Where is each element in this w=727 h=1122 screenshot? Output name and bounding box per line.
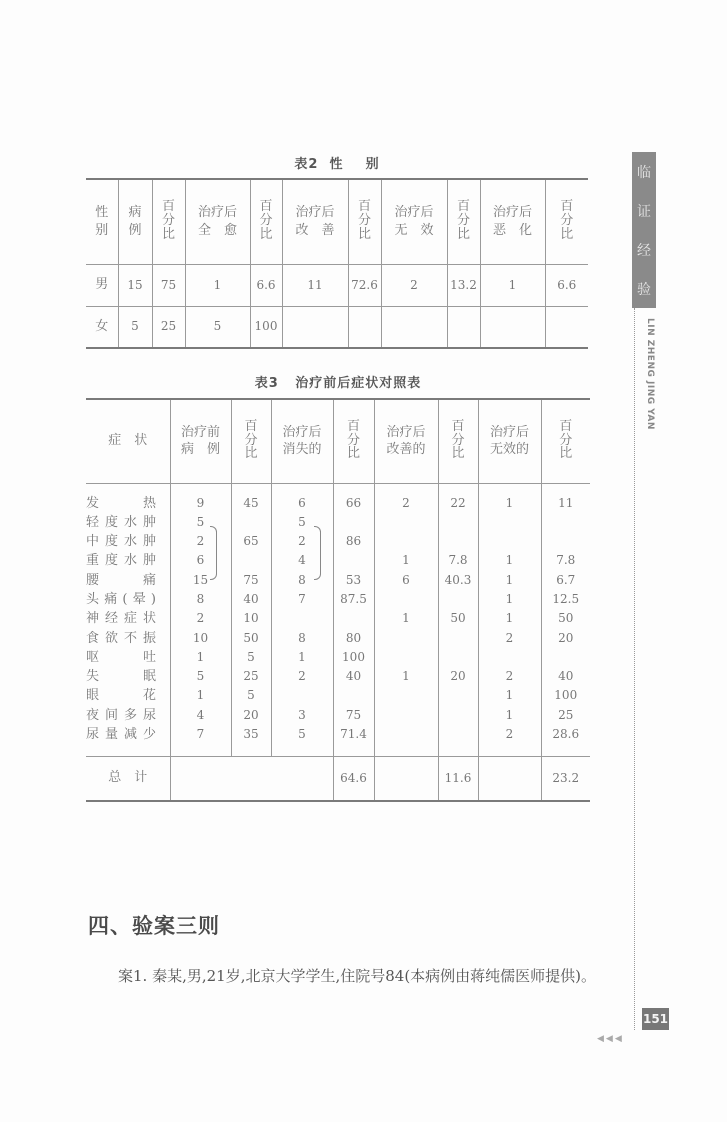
table3-cell <box>334 609 374 628</box>
table3-cell: 2 <box>298 534 306 549</box>
table3-cell <box>375 648 438 667</box>
table3-cell: 食欲不振 <box>86 630 156 646</box>
table3-cell: 65 <box>243 534 259 549</box>
table3-cell: 75 <box>243 572 259 587</box>
chapter-pinyin: LIN ZHENG JING YAN <box>645 318 655 430</box>
table2-cell: 1 <box>480 264 545 306</box>
table3-cell: 重度水肿 <box>86 553 156 569</box>
table3-cell: 10 <box>192 630 209 645</box>
table3-cell: 53 <box>345 572 362 587</box>
table3-cell: 5 <box>247 688 255 703</box>
header-vertical-text: 百分比 <box>244 418 258 462</box>
table3-cell <box>232 551 271 570</box>
table2-header-cell-2 <box>152 179 185 264</box>
table3-cell: 1 <box>402 611 410 626</box>
table3-cell: 6 <box>196 553 205 568</box>
table2-cell: 5 <box>185 306 250 348</box>
table3-cell: 22 <box>450 495 466 510</box>
table3-cell: 5 <box>196 669 205 684</box>
table3-cell: 神经症状 <box>86 611 156 627</box>
table3-cell <box>375 590 438 609</box>
table3-cell: 失眠 <box>86 669 156 685</box>
table3-cell: 40 <box>558 669 574 684</box>
chapter-tab-char: 临 <box>637 164 651 181</box>
header-vertical-text: 百分比 <box>560 199 574 242</box>
header-line: 例 <box>128 222 142 238</box>
table3-cell: 1 <box>505 572 514 587</box>
table3-cell <box>375 513 438 532</box>
table3-cell: 6 <box>402 572 410 587</box>
header-line: 性 <box>95 205 109 221</box>
header-line: 无 效 <box>394 222 434 238</box>
table3-cell: 1 <box>505 707 514 722</box>
table3-cell <box>439 590 478 609</box>
table3-cell: 4 <box>298 553 306 568</box>
table2-cell: 100 <box>250 306 282 348</box>
table3-cell: 45 <box>243 495 259 510</box>
table3-total-cell: 总 计 <box>86 757 170 801</box>
table3-cell: 71.4 <box>340 727 367 742</box>
table3-cell <box>334 686 374 705</box>
column-values <box>232 494 271 745</box>
table2-header-cell-6 <box>348 179 381 264</box>
table3-cell: 7.8 <box>556 553 576 568</box>
table2-caption: 表2 性 别 <box>294 157 380 172</box>
table2-cell: 女 <box>86 306 118 348</box>
header-vertical-text: 百分比 <box>559 418 573 462</box>
table3-cell: 75 <box>345 707 362 722</box>
table3-cell: 6 <box>298 495 306 510</box>
edema-brace-after <box>314 526 321 580</box>
header-vertical-text: 百分比 <box>162 199 176 242</box>
header-line: 别 <box>95 222 109 238</box>
table2-cell: 15 <box>118 264 152 306</box>
margin-dotted-line <box>634 308 635 1030</box>
table3-total-cell: 64.6 <box>333 757 374 801</box>
table3-column-disappeared-pct <box>333 483 374 757</box>
table3-cell: 1 <box>402 553 410 568</box>
table3-header-cell-4 <box>333 399 374 483</box>
table3-total-cell <box>170 757 333 801</box>
table3-cell: 40 <box>345 669 362 684</box>
table3-cell: 4 <box>196 707 205 722</box>
header-line: 病 例 <box>180 442 220 458</box>
table3-cell: 2 <box>505 727 514 742</box>
table2-cell: 6.6 <box>250 264 282 306</box>
table3-cell <box>334 513 374 532</box>
table2-cell: 75 <box>152 264 185 306</box>
table3-cell <box>439 532 478 551</box>
table3-cell: 5 <box>298 727 306 742</box>
table3-cell: 25 <box>243 669 259 684</box>
table3-cell: 80 <box>345 630 362 645</box>
header-vertical-text: 百分比 <box>457 199 471 242</box>
table3-column-symptom <box>86 483 170 757</box>
table3-cell: 7 <box>298 591 306 606</box>
table3-cell: 1 <box>196 649 205 664</box>
table3-cell: 20 <box>558 630 574 645</box>
column-values <box>375 494 438 745</box>
table2-header-cell-7 <box>381 179 447 264</box>
table3-cell: 轻度水肿 <box>86 514 156 530</box>
column-values <box>334 494 374 745</box>
table2-header-cell-8 <box>447 179 480 264</box>
table3-cell: 2 <box>298 669 306 684</box>
table3-cell <box>272 686 333 705</box>
table3-column-ineffective <box>478 483 541 757</box>
table2-cell <box>381 306 447 348</box>
table3-cell: 40.3 <box>444 572 472 587</box>
table3-cell: 8 <box>298 572 306 587</box>
header-line: 恶 化 <box>492 222 532 238</box>
table3-header-row <box>86 399 590 483</box>
table3-cell: 87.5 <box>340 591 367 606</box>
table2-cell <box>480 306 545 348</box>
table3-cell: 尿量减少 <box>86 727 156 743</box>
table3-cell: 2 <box>402 495 410 510</box>
table3-total-row <box>86 757 590 801</box>
header-vertical-text: 百分比 <box>451 418 465 462</box>
table3-cell: 11 <box>558 495 574 510</box>
table3-cell: 8 <box>298 630 306 645</box>
table3-cell: 50 <box>558 611 574 626</box>
table3-cell <box>439 725 478 744</box>
table2-cell <box>545 306 588 348</box>
table3-header-cell-0 <box>86 399 170 483</box>
table3-cell: 10 <box>243 611 259 626</box>
table2-cell: 男 <box>86 264 118 306</box>
table2-cell: 2 <box>381 264 447 306</box>
column-values <box>439 494 478 745</box>
table3 <box>86 398 590 802</box>
table3-column-improved <box>374 483 438 757</box>
table3-cell: 头痛(晕) <box>86 591 156 607</box>
header-line: 无效的 <box>489 442 529 458</box>
header-line: 症 状 <box>108 433 148 449</box>
header-line: 治疗后 <box>295 205 335 221</box>
table3-cell <box>439 629 478 648</box>
table3-cell: 15 <box>192 572 209 587</box>
table3-cell <box>272 609 333 628</box>
table3-column-improved-pct <box>438 483 478 757</box>
table3-cell: 5 <box>196 514 205 529</box>
table2-header-cell-5 <box>282 179 348 264</box>
edema-brace-before <box>210 526 217 580</box>
table3-cell <box>542 532 591 551</box>
table3-cell: 6.7 <box>556 572 576 587</box>
column-values <box>272 494 333 745</box>
table3-cell: 1 <box>505 688 514 703</box>
column-values <box>86 494 160 745</box>
table2-header-cell-4 <box>250 179 282 264</box>
table3-cell: 2 <box>505 669 514 684</box>
table3-header-cell-8 <box>541 399 590 483</box>
table3-total-cell: 23.2 <box>541 757 590 801</box>
table3-cell: 发热 <box>86 495 156 511</box>
table3-cell <box>479 513 541 532</box>
table3-cell: 100 <box>554 688 578 703</box>
header-line: 治疗后 <box>282 424 322 440</box>
table3-cell <box>439 706 478 725</box>
table3-cell: 1 <box>505 553 514 568</box>
arrow-icons: ◀◀◀ <box>597 1034 624 1044</box>
table3-header-cell-7 <box>478 399 541 483</box>
header-line: 治疗后 <box>492 205 532 221</box>
table2-row-female <box>86 306 588 348</box>
table2-cell <box>447 306 480 348</box>
header-line: 治疗后 <box>197 205 237 221</box>
chapter-tab <box>632 152 656 308</box>
table3-cell: 7.8 <box>448 553 468 568</box>
table2 <box>86 178 588 349</box>
table3-cell: 3 <box>298 707 306 722</box>
table3-header-cell-1 <box>170 399 231 483</box>
table3-cell: 1 <box>505 591 514 606</box>
table3-cell: 40 <box>243 591 259 606</box>
table3-cell: 100 <box>342 649 365 664</box>
table3-column-disappeared <box>271 483 333 757</box>
table3-cell: 28.6 <box>552 727 580 742</box>
table3-header-cell-3 <box>271 399 333 483</box>
table3-column-before-cases <box>170 483 231 757</box>
table3-cell: 7 <box>196 727 205 742</box>
table3-cell: 12.5 <box>552 591 580 606</box>
column-values <box>542 494 591 745</box>
table3-column-before-pct <box>231 483 271 757</box>
header-line: 全 愈 <box>197 222 237 238</box>
table3-total-cell <box>478 757 541 801</box>
table3-column-ineffective-pct <box>541 483 590 757</box>
table2-cell <box>348 306 381 348</box>
header-vertical-text: 百分比 <box>347 418 361 462</box>
table3-cell <box>439 513 478 532</box>
table3-cell: 5 <box>247 649 255 664</box>
header-line: 治疗前 <box>180 424 220 440</box>
table3-cell: 86 <box>345 534 362 549</box>
header-line: 治疗后 <box>394 205 434 221</box>
table3-cell: 8 <box>196 591 205 606</box>
table3-cell: 2 <box>196 611 205 626</box>
table3-cell: 50 <box>243 630 259 645</box>
table3-cell: 腰痛 <box>86 572 156 588</box>
header-line: 消失的 <box>282 442 322 458</box>
table3-cell: 50 <box>450 611 466 626</box>
table3-cell: 夜间多尿 <box>86 707 156 723</box>
table3-cell <box>375 706 438 725</box>
table2-cell: 1 <box>185 264 250 306</box>
section-heading: 四、验案三则 <box>88 914 220 938</box>
table3-cell <box>232 513 271 532</box>
table2-header-cell-3 <box>185 179 250 264</box>
table3-header-cell-6 <box>438 399 478 483</box>
table3-cell: 1 <box>298 649 306 664</box>
table2-cell: 6.6 <box>545 264 588 306</box>
table3-cell: 9 <box>196 495 205 510</box>
table3-cell <box>375 532 438 551</box>
table3-cell <box>542 648 591 667</box>
table3-cell: 1 <box>402 669 410 684</box>
table2-header-cell-0 <box>86 179 118 264</box>
table2-cell: 11 <box>282 264 348 306</box>
table2-header-cell-10 <box>545 179 588 264</box>
table3-cell: 眼花 <box>86 688 156 704</box>
table3-body <box>86 483 590 757</box>
table3-cell <box>439 648 478 667</box>
table3-cell <box>375 725 438 744</box>
column-values <box>479 494 541 745</box>
table2-header-row <box>86 179 588 264</box>
table3-total-cell: 11.6 <box>438 757 478 801</box>
table2-cell: 5 <box>118 306 152 348</box>
table3-cell: 20 <box>243 707 259 722</box>
table3-cell <box>479 532 541 551</box>
header-line: 病 <box>128 205 142 221</box>
table3-cell <box>439 686 478 705</box>
table2-row-male <box>86 264 588 306</box>
table3-cell: 中度水肿 <box>86 534 156 550</box>
table3-cell <box>375 629 438 648</box>
table3-header-cell-2 <box>231 399 271 483</box>
header-line: 治疗后 <box>386 424 426 440</box>
table3-cell <box>479 648 541 667</box>
table3-cell: 1 <box>196 688 205 703</box>
table3-cell: 1 <box>505 611 514 626</box>
table2-cell: 25 <box>152 306 185 348</box>
chapter-tab-char: 经 <box>637 242 651 259</box>
table3-cell: 2 <box>505 630 514 645</box>
table3-total-cell <box>374 757 438 801</box>
table3-cell <box>375 686 438 705</box>
table3-cell <box>542 513 591 532</box>
header-line: 改 善 <box>295 222 335 238</box>
table2-header-cell-1 <box>118 179 152 264</box>
table3-cell: 35 <box>243 727 259 742</box>
table3-cell: 5 <box>298 514 306 529</box>
case-paragraph: 案1. 秦某,男,21岁,北京大学学生,住院号84(本病例由蒋纯儒医师提供)。 <box>118 967 597 985</box>
table2-cell <box>282 306 348 348</box>
table3-cell: 25 <box>558 707 574 722</box>
chapter-tab-char: 证 <box>637 203 651 220</box>
table3-cell: 1 <box>505 495 514 510</box>
header-line: 治疗后 <box>489 424 529 440</box>
chapter-tab-char: 验 <box>637 281 651 298</box>
table3-cell <box>334 551 374 570</box>
table3-cell: 66 <box>345 495 362 510</box>
table2-cell: 72.6 <box>348 264 381 306</box>
header-vertical-text: 百分比 <box>259 199 273 242</box>
table3-caption: 表3 治疗前后症状对照表 <box>254 376 422 391</box>
table2-cell: 13.2 <box>447 264 480 306</box>
page-number: 151 <box>642 1008 669 1030</box>
table3-cell: 20 <box>450 669 466 684</box>
header-line: 改善的 <box>386 442 426 458</box>
table3-cell: 呕吐 <box>86 649 156 665</box>
table3-header-cell-5 <box>374 399 438 483</box>
column-values <box>171 494 231 745</box>
table3-cell: 2 <box>196 534 205 549</box>
table2-header-cell-9 <box>480 179 545 264</box>
header-vertical-text: 百分比 <box>358 199 372 242</box>
